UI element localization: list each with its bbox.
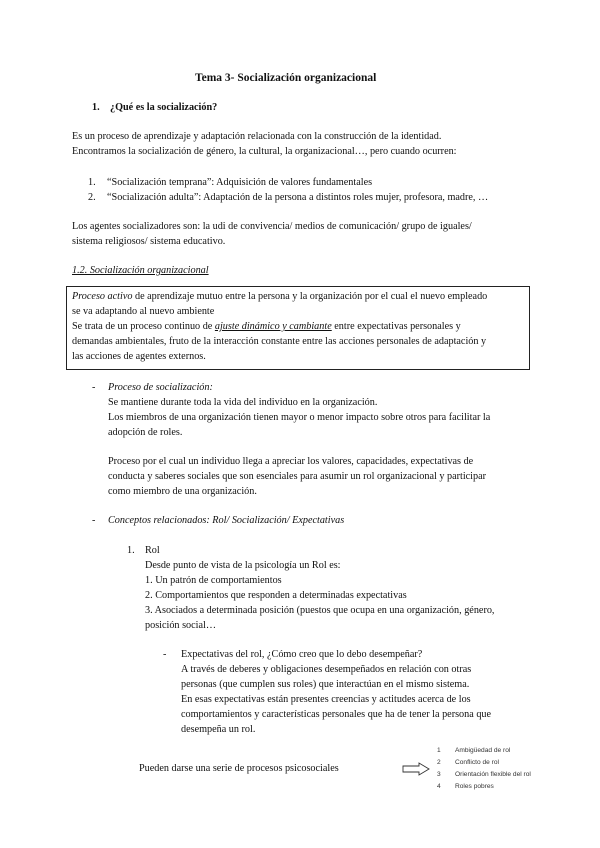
expectativas-line-4: En esas expectativas están presentes creencias y actitudes acerca de los xyxy=(181,694,471,705)
expectativas-bullet: - xyxy=(163,649,167,660)
box-line-1 xyxy=(72,291,487,302)
intro-line-2: Encontramos la socialización de género, la cultural, la organizacional…, pero cuando ocurren: xyxy=(72,146,457,157)
rol-line-3: 2. Comportamientos que responden a determinadas expectativas xyxy=(145,590,407,601)
subsection-heading: 1.2. Socialización organizacional xyxy=(72,265,209,276)
footer-text: Pueden darse una serie de procesos psicosociales xyxy=(139,763,339,774)
process-1-text: Ambigüedad de rol xyxy=(455,747,511,754)
proceso-bullet: - xyxy=(92,382,96,393)
box-line-1-rest: de aprendizaje mutuo entre la persona y la organización por el cual el nuevo empleado xyxy=(132,291,488,302)
box-line-2: se va adaptando al nuevo ambiente xyxy=(72,306,215,317)
rol-line-5: posición social… xyxy=(145,620,217,631)
expectativas-line-5: comportamientos y características personales que ha de tener la persona que xyxy=(181,709,492,720)
box-line-3-pre: Se trata de un proceso continuo de xyxy=(72,321,215,332)
process-1-number: 1 xyxy=(437,747,441,754)
agents-line-1: Los agentes socializadores son: la udi de convivencia/ medios de comunicación/ grupo de iguales/ xyxy=(72,221,472,232)
rol-line-1: Desde punto de vista de la psicología un Rol es: xyxy=(145,560,341,571)
box-line-4: demandas ambientales, fruto de la interacción constante entre las acciones personales de adaptación y xyxy=(72,336,487,347)
process-3-number: 3 xyxy=(437,771,441,778)
arrow-right-icon xyxy=(402,762,430,776)
process-2-number: 2 xyxy=(437,759,441,766)
expectativas-line-2: A través de deberes y obligaciones desempeñados en relación con otras xyxy=(181,664,472,675)
process-4-text: Roles pobres xyxy=(455,783,494,790)
proceso-para2-line-1: Proceso por el cual un individuo llega a apreciar los valores, capacidades, expectativas de xyxy=(108,456,474,467)
rol-number: 1. xyxy=(127,545,135,556)
expectativas-line-1: Expectativas del rol, ¿Cómo creo que lo debo desempeñar? xyxy=(181,649,423,660)
box-line-3 xyxy=(72,321,461,332)
proceso-line-3: adopción de roles. xyxy=(108,427,183,438)
rol-heading: Rol xyxy=(145,545,160,556)
type-1-text: “Socialización temprana”: Adquisición de valores fundamentales xyxy=(107,177,373,188)
process-2-text: Conflicto de rol xyxy=(455,759,499,766)
box-dynamic-adjustment: ajuste dinámico y cambiante xyxy=(214,321,332,332)
expectativas-line-6: desempeña un rol. xyxy=(181,724,256,735)
rol-line-4: 3. Asociados a determinada posición (puestos que ocupa en una organización, género, xyxy=(145,605,495,616)
agents-line-2: sistema religiosos/ sistema educativo. xyxy=(72,236,226,247)
rol-line-2: 1. Un patrón de comportamientos xyxy=(145,575,282,586)
proceso-line-1: Se mantiene durante toda la vida del individuo en la organización. xyxy=(108,397,378,408)
conceptos-heading: Conceptos relacionados: Rol/ Socialización/ Expectativas xyxy=(108,515,345,526)
box-line-5: las acciones de agentes externos. xyxy=(72,351,206,362)
proceso-para2-line-3: como miembro de una organización. xyxy=(108,486,257,497)
type-2-text: “Socialización adulta”: Adaptación de la persona a distintos roles mujer, profesora, madre, … xyxy=(107,192,489,203)
conceptos-bullet: - xyxy=(92,515,96,526)
proceso-para2-line-2: conducta y saberes sociales que son esenciales para asumir un rol organizacional y participar xyxy=(108,471,487,482)
box-active-process: Proceso activo xyxy=(72,291,133,302)
proceso-line-2: Los miembros de una organización tienen mayor o menor impacto sobre otros para facilitar la xyxy=(108,412,491,423)
proceso-heading: Proceso de socialización: xyxy=(108,382,213,393)
box-line-3-post: entre expectativas personales y xyxy=(331,321,461,332)
process-4-number: 4 xyxy=(437,783,441,790)
section-1-heading: ¿Qué es la socialización? xyxy=(110,102,218,113)
type-2-number: 2. xyxy=(88,192,96,203)
expectativas-line-3: personas (que cumplen sus roles) que interactúan en el mismo sistema. xyxy=(181,679,470,690)
intro-line-1: Es un proceso de aprendizaje y adaptación relacionada con la construcción de la identidad. xyxy=(72,131,442,142)
section-1-number: 1. xyxy=(92,102,100,113)
type-1-number: 1. xyxy=(88,177,96,188)
process-3-text: Orientación flexible del rol xyxy=(455,771,531,778)
page-title: Tema 3- Socialización organizacional xyxy=(195,72,377,84)
